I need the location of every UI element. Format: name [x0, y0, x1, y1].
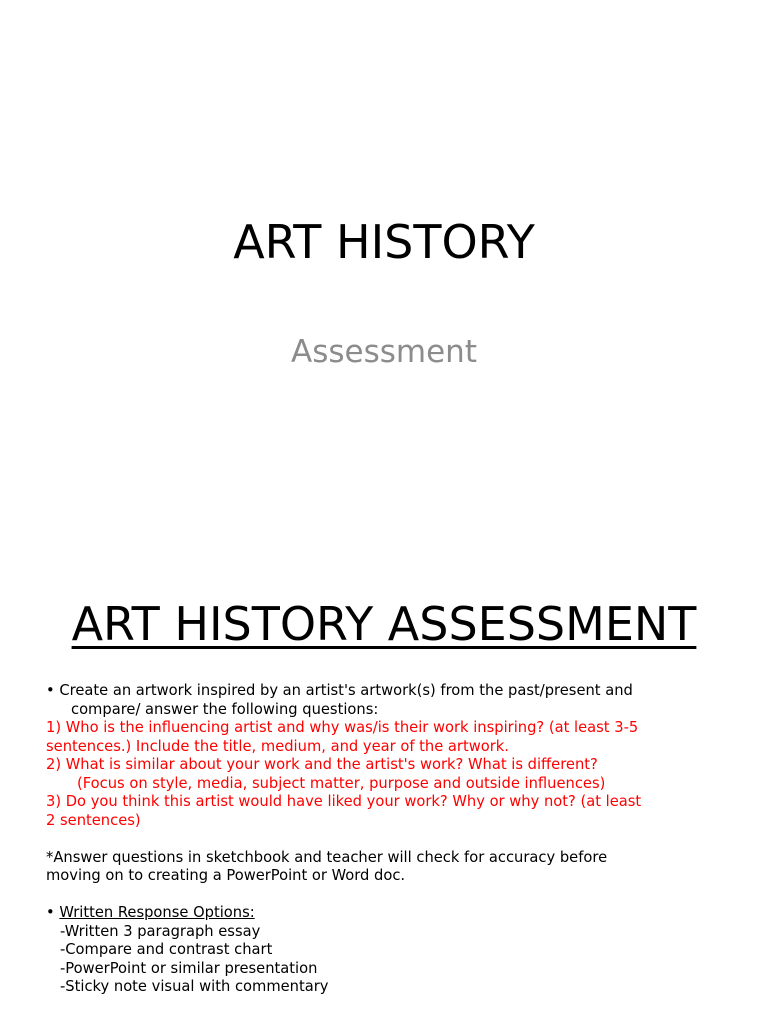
- slide-1-subtitle: Assessment: [291, 334, 477, 370]
- option-item: -Sticky note visual with commentary: [60, 978, 329, 995]
- question-2-line-2: (Focus on style, media, subject matter, purpose and outside influences): [77, 774, 606, 792]
- slide-2-body: [46, 682, 746, 997]
- question-1-line-1: 1) Who is the influencing artist and why was/is their work inspiring? (at least 3-5: [46, 719, 639, 736]
- intro-line-1: [46, 682, 746, 701]
- note-line-2: moving on to creating a PowerPoint or Word doc.: [46, 867, 406, 884]
- slide-2-title: ART HISTORY ASSESSMENT: [71, 597, 697, 651]
- question-2-line-1: 2) What is similar about your work and the artist's work? What is different?: [46, 756, 598, 773]
- question-3-line-2: 2 sentences): [46, 811, 141, 829]
- intro-line-2: compare/ answer the following questions:: [71, 700, 379, 718]
- note-line-1: *Answer questions in sketchbook and teacher will check for accuracy before: [46, 848, 608, 866]
- question-1-line-2: sentences.) Include the title, medium, and year of the artwork.: [46, 737, 509, 755]
- options-heading-line: [46, 904, 746, 923]
- intro-text-1: Create an artwork inspired by an artist's artwork(s) from the past/present and: [59, 682, 633, 699]
- option-item: -PowerPoint or similar presentation: [60, 959, 318, 977]
- option-item: -Compare and contrast chart: [60, 941, 273, 958]
- bullet-icon: •: [46, 904, 55, 921]
- spacer: [46, 886, 746, 905]
- question-3-line-1: 3) Do you think this artist would have liked your work? Why or why not? (at least: [46, 793, 642, 810]
- option-item: -Written 3 paragraph essay: [60, 922, 261, 940]
- options-heading: Written Response Options:: [59, 904, 255, 921]
- spacer: [46, 830, 746, 849]
- slide-1-title: ART HISTORY: [233, 215, 535, 269]
- bullet-icon: •: [46, 682, 55, 699]
